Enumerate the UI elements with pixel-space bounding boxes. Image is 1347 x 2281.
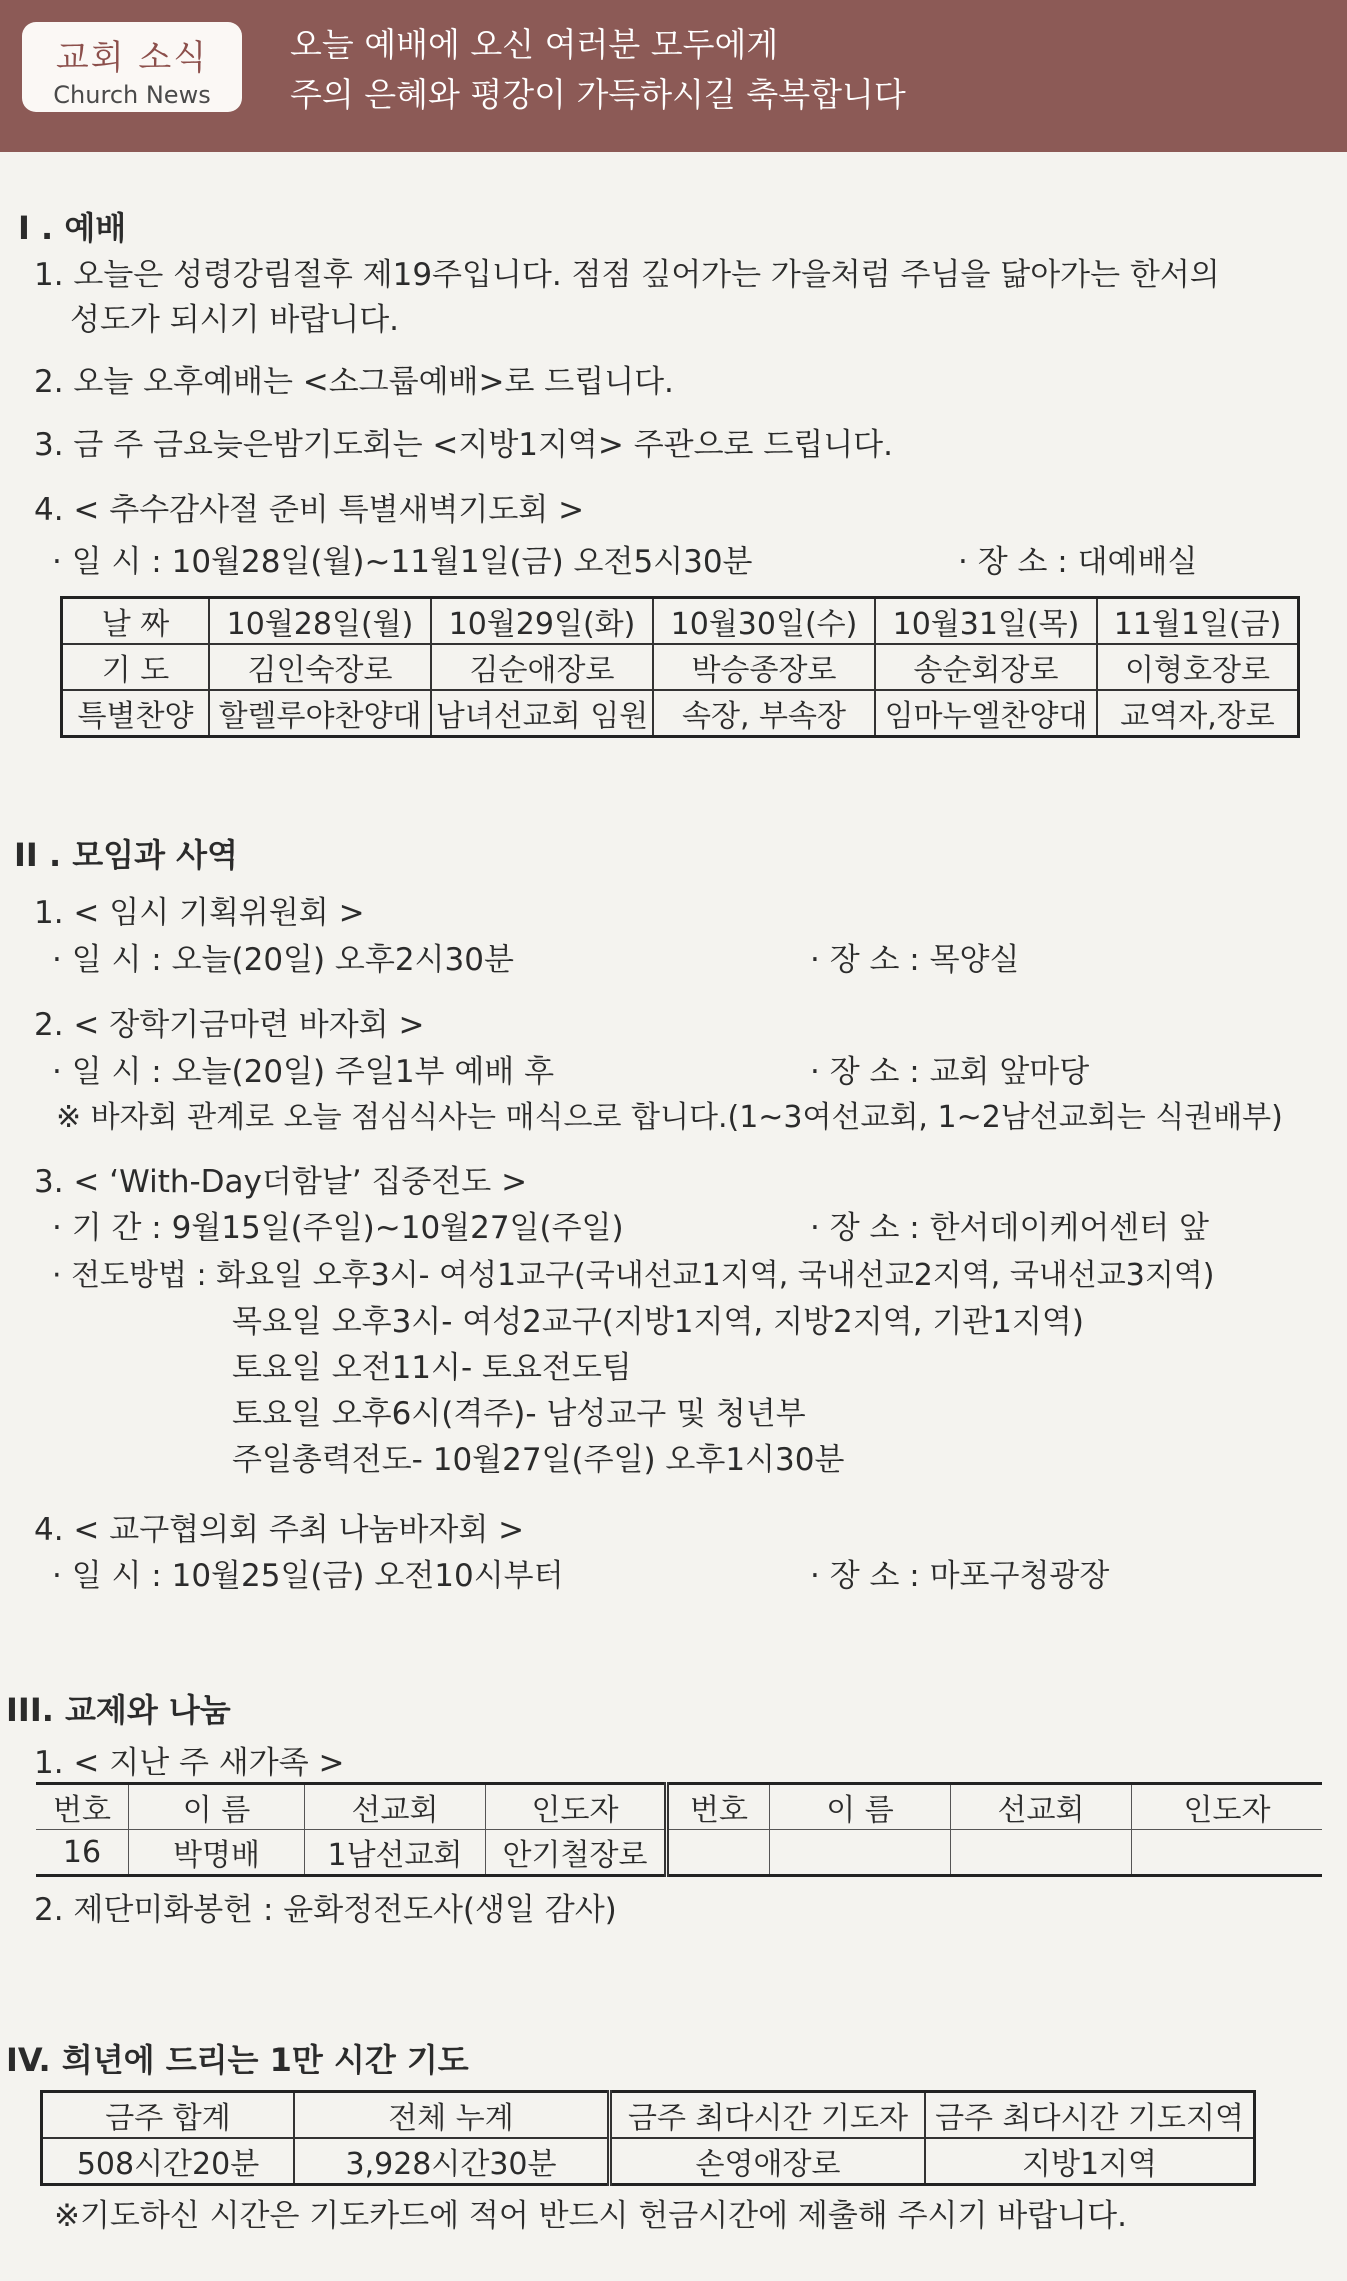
table-header: 인도자 [1132, 1784, 1323, 1830]
table-header: 선교회 [305, 1784, 486, 1830]
ministry-item-4-time: · 일 시 : 10월25일(금) 오전10시부터 [52, 1558, 564, 1594]
table-header: 금주 합계 [42, 2092, 295, 2139]
table-cell [951, 1830, 1132, 1876]
table-cell: 김순애장로 [431, 644, 653, 690]
ministry-item-3: 3. < ‘With-Day더함날’ 집중전도 > [34, 1164, 528, 1200]
worship-item-4: 4. < 추수감사절 준비 특별새벽기도회 > [34, 492, 585, 528]
table-header: 인도자 [486, 1784, 667, 1830]
ministry-item-3-method-5: 주일총력전도- 10월27일(주일) 오후1시30분 [232, 1442, 845, 1478]
table-cell: 10월30일(수) [653, 598, 875, 645]
ministry-item-2-note: ※ 바자회 관계로 오늘 점심식사는 매식으로 합니다.(1~3여선교회, 1~2남선교회는 식권배부) [56, 1100, 1283, 1135]
table-cell: 날 짜 [62, 598, 210, 645]
greeting-message [290, 20, 906, 120]
ministry-item-1-time: · 일 시 : 오늘(20일) 오후2시30분 [52, 942, 514, 978]
table-cell: 교역자,장로 [1097, 690, 1299, 737]
table-cell [770, 1830, 951, 1876]
table-cell: 3,928시간30분 [294, 2138, 610, 2185]
ministry-item-1-place: · 장 소 : 목양실 [810, 942, 1020, 978]
ministry-item-1: 1. < 임시 기획위원회 > [34, 895, 365, 931]
table-row [36, 1784, 1322, 1830]
ministry-item-3-method-2: 목요일 오후3시- 여성2교구(지방1지역, 지방2지역, 기관1지역) [232, 1304, 1084, 1340]
section-title-worship: I . 예배 [18, 209, 127, 247]
table-header: 이 름 [770, 1784, 951, 1830]
table-cell: 1남선교회 [305, 1830, 486, 1876]
table-cell: 11월1일(금) [1097, 598, 1299, 645]
prayer-card-note: ※기도하신 시간은 기도카드에 적어 반드시 헌금시간에 제출해 주시기 바랍니다. [54, 2198, 1127, 2234]
table-cell [1132, 1830, 1323, 1876]
new-family-heading: 1. < 지난 주 새가족 > [34, 1745, 345, 1781]
table-cell: 안기철장로 [486, 1830, 667, 1876]
ministry-item-4: 4. < 교구협의회 주최 나눔바자회 > [34, 1512, 525, 1548]
ministry-item-2-time: · 일 시 : 오늘(20일) 주일1부 예배 후 [52, 1054, 555, 1090]
table-cell [667, 1830, 770, 1876]
worship-item-1-cont: 성도가 되시기 바랍니다. [70, 302, 400, 338]
table-cell: 남녀선교회 임원 [431, 690, 653, 737]
ministry-item-4-place: · 장 소 : 마포구청광장 [810, 1558, 1110, 1594]
table-row [36, 1830, 1322, 1876]
table-row [42, 2138, 1255, 2185]
table-cell: 508시간20분 [42, 2138, 295, 2185]
table-row [62, 644, 1299, 690]
table-cell: 박승종장로 [653, 644, 875, 690]
table-cell: 10월29일(화) [431, 598, 653, 645]
table-header: 이 름 [129, 1784, 305, 1830]
table-cell: 16 [36, 1830, 129, 1876]
worship-item-2: 2. 오늘 오후예배는 <소그룹예배>로 드립니다. [34, 364, 674, 400]
ministry-item-3-place: · 장 소 : 한서데이케어센터 앞 [810, 1210, 1209, 1246]
table-cell: 김인숙장로 [209, 644, 431, 690]
greeting-line-2: 주의 은혜와 평강이 가득하시길 축복합니다 [290, 75, 906, 114]
greeting-line-1: 오늘 예배에 오신 여러분 모두에게 [290, 25, 779, 64]
table-header: 금주 최다시간 기도자 [610, 2092, 926, 2139]
section-title-ministry: II . 모임과 사역 [14, 836, 238, 874]
table-cell: 손영애장로 [610, 2138, 926, 2185]
table-cell: 10월31일(목) [875, 598, 1097, 645]
table-header: 선교회 [951, 1784, 1132, 1830]
table-cell: 임마누엘찬양대 [875, 690, 1097, 737]
table-header: 금주 최다시간 기도지역 [925, 2092, 1255, 2139]
new-family-table [36, 1782, 1322, 1877]
ministry-item-3-method-3: 토요일 오전11시- 토요전도팀 [232, 1350, 632, 1386]
table-cell: 송순회장로 [875, 644, 1097, 690]
table-row [62, 598, 1299, 645]
table-header: 번호 [667, 1784, 770, 1830]
table-cell: 특별찬양 [62, 690, 210, 737]
ministry-item-2: 2. < 장학기금마련 바자회 > [34, 1007, 425, 1043]
dawn-prayer-schedule-table [60, 596, 1300, 738]
table-row [42, 2092, 1255, 2139]
table-header: 번호 [36, 1784, 129, 1830]
table-cell: 10월28일(월) [209, 598, 431, 645]
table-cell: 할렐루야찬양대 [209, 690, 431, 737]
header-banner [0, 0, 1347, 152]
table-cell: 속장, 부속장 [653, 690, 875, 737]
table-header: 전체 누계 [294, 2092, 610, 2139]
table-cell: 박명배 [129, 1830, 305, 1876]
table-cell: 지방1지역 [925, 2138, 1255, 2185]
worship-item-3: 3. 금 주 금요늦은밤기도회는 <지방1지역> 주관으로 드립니다. [34, 427, 893, 463]
badge-title-en: Church News [53, 81, 211, 109]
prayer-hours-table [40, 2090, 1256, 2186]
ministry-item-3-method-4: 토요일 오후6시(격주)- 남성교구 및 청년부 [232, 1396, 806, 1432]
section-title-prayer-hours: IV. 희년에 드리는 1만 시간 기도 [6, 2041, 469, 2079]
section-title-fellowship: III. 교제와 나눔 [6, 1691, 231, 1729]
worship-item-4-time: · 일 시 : 10월28일(월)~11월1일(금) 오전5시30분 [52, 544, 753, 580]
table-cell: 이형호장로 [1097, 644, 1299, 690]
worship-item-4-place: · 장 소 : 대예배실 [958, 544, 1198, 580]
worship-item-1: 1. 오늘은 성령강림절후 제19주입니다. 점점 깊어가는 가을처럼 주님을 닮아가는 한서의 [34, 257, 1220, 293]
table-row [62, 690, 1299, 737]
table-cell: 기 도 [62, 644, 210, 690]
badge-title-ko: 교회 소식 [55, 38, 209, 78]
ministry-item-3-period: · 기 간 : 9월15일(주일)~10월27일(주일) [52, 1210, 624, 1246]
ministry-item-2-place: · 장 소 : 교회 앞마당 [810, 1054, 1090, 1090]
ministry-item-3-method-1: · 전도방법 : 화요일 오후3시- 여성1교구(국내선교1지역, 국내선교2지역, 국내선교3지역) [52, 1258, 1215, 1293]
church-news-badge [22, 22, 242, 112]
altar-flower-offering: 2. 제단미화봉헌 : 윤화정전도사(생일 감사) [34, 1892, 617, 1928]
